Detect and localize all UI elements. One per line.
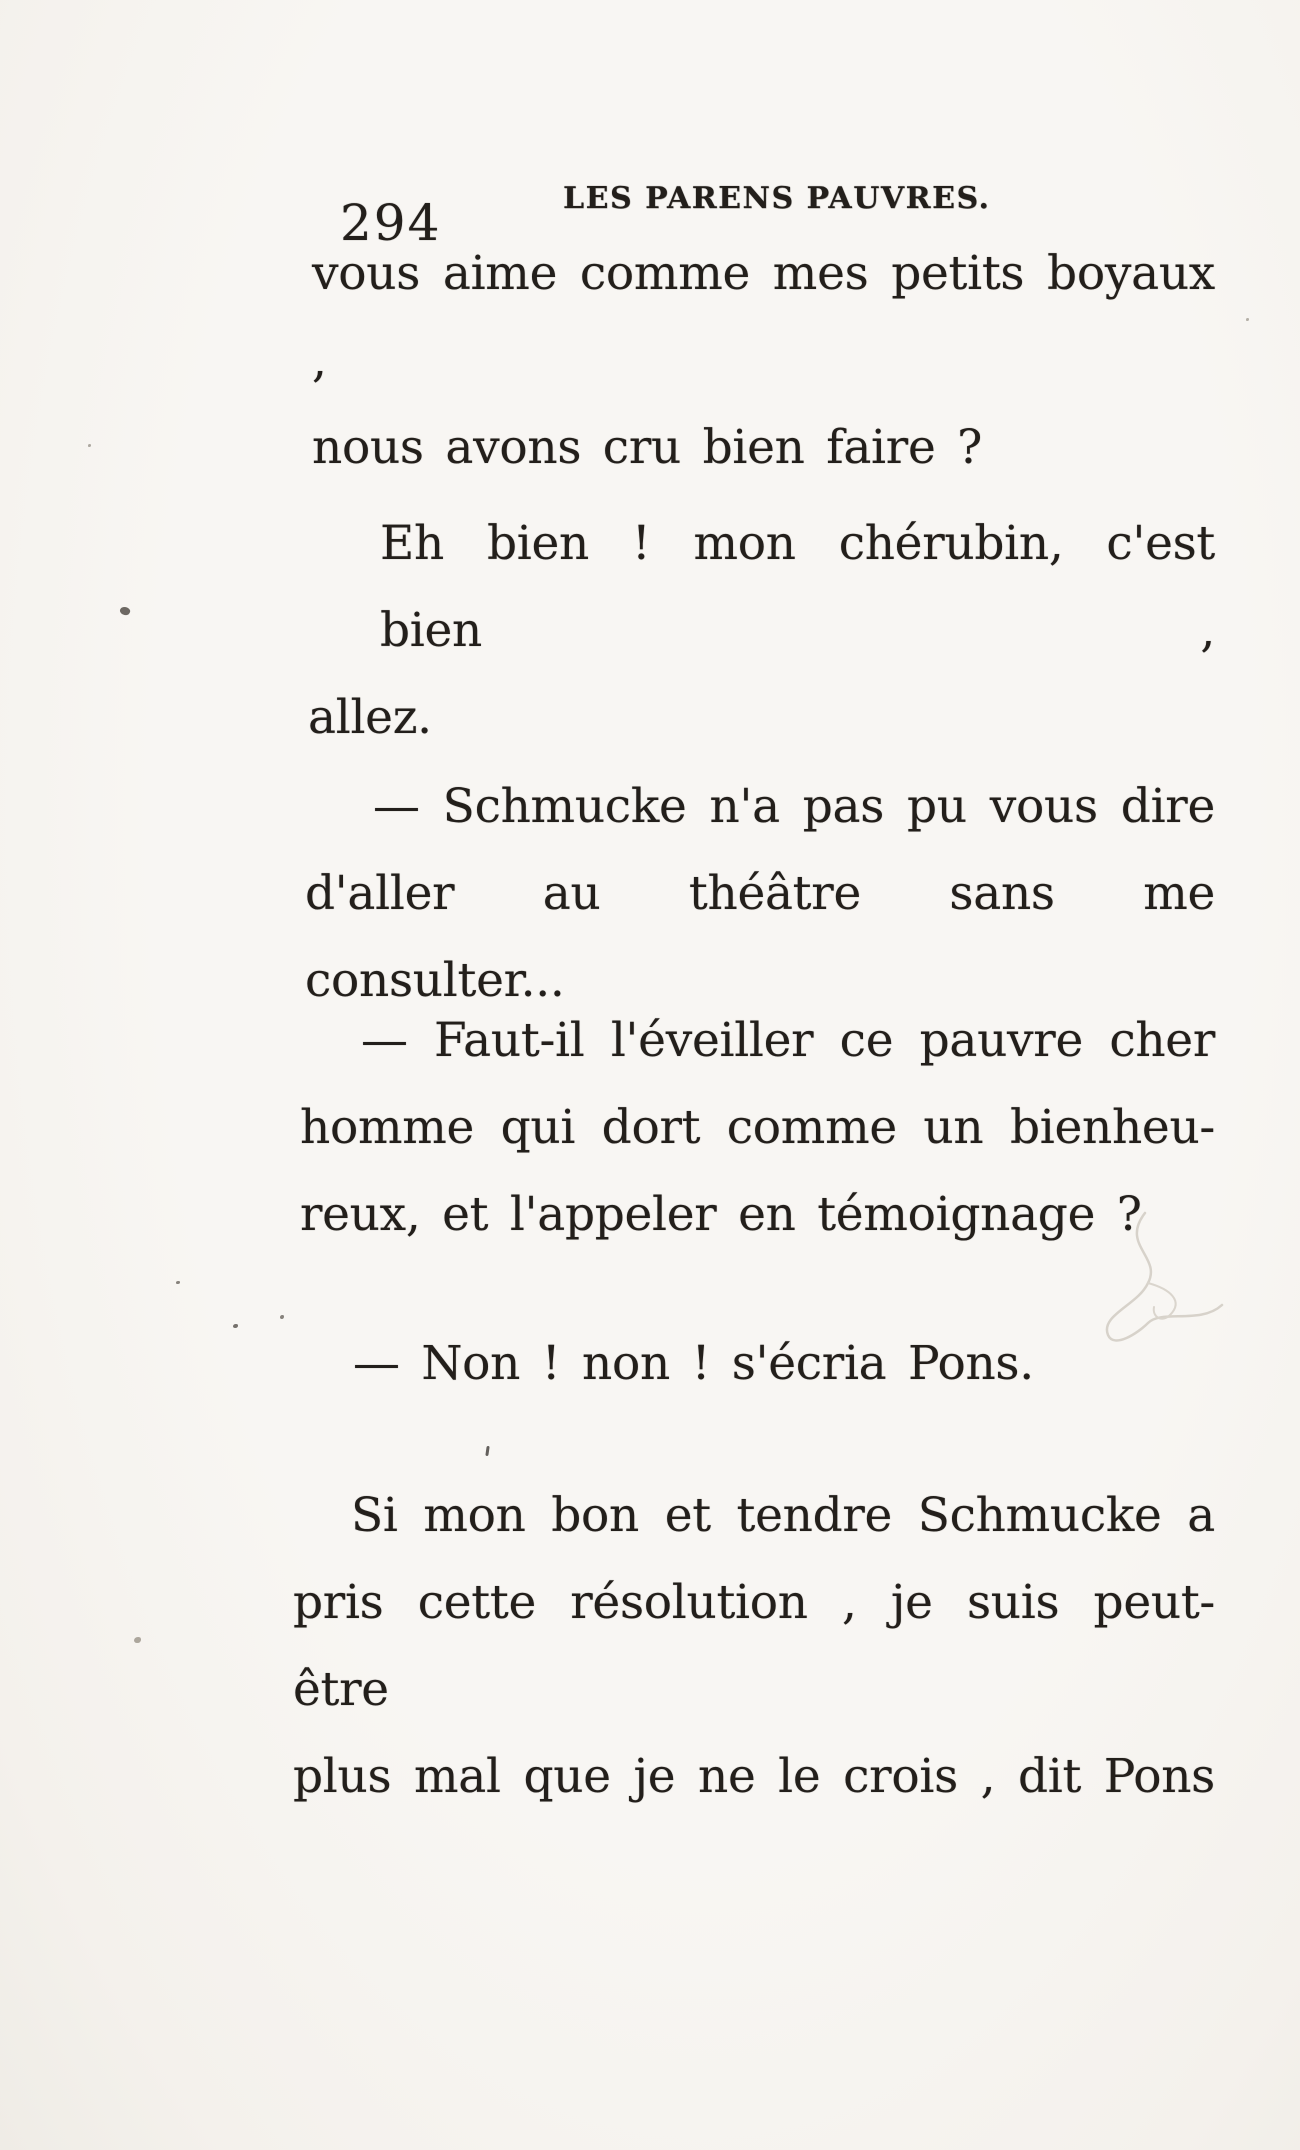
text-line: — Faut-il l'éveiller ce pauvre cher	[361, 1013, 1215, 1068]
scan-speck	[134, 1637, 141, 1643]
text-line: nous avons cru bien faire ?	[312, 420, 983, 475]
paragraph	[308, 500, 1215, 761]
scan-speck	[88, 444, 91, 447]
text-line: — Non ! non ! s'écria Pons.	[353, 1336, 1034, 1391]
running-title: LES PARENS PAUVRES.	[563, 181, 991, 216]
paragraph	[293, 1472, 1215, 1820]
scan-speck	[119, 605, 131, 616]
scan-speck	[176, 1281, 180, 1284]
text-line: Eh bien ! mon chérubin, c'est bien ,	[380, 516, 1215, 658]
text-line: vous aime comme mes petits boyaux ,	[312, 246, 1215, 388]
scan-speck	[233, 1324, 238, 1328]
page-number: 294	[340, 194, 442, 252]
paragraph	[305, 763, 1215, 1024]
text-line: Si mon bon et tendre Schmucke a	[351, 1488, 1215, 1543]
paragraph	[312, 230, 1215, 491]
scan-speck	[485, 1446, 489, 1456]
text-line: — Schmucke n'a pas pu vous dire	[373, 779, 1215, 834]
text-line: reux, et l'appeler en témoignage ?	[300, 1187, 1142, 1242]
text-line: plus mal que je ne le crois , dit Pons	[293, 1749, 1215, 1804]
text-line: pris cette résolution , je suis peut-être	[293, 1575, 1215, 1717]
text-line: allez.	[308, 690, 432, 745]
scan-speck	[1246, 318, 1249, 321]
hair-artifact	[1050, 1205, 1280, 1385]
scan-speck	[280, 1315, 284, 1319]
text-line: homme qui dort comme un bienheu-	[300, 1100, 1215, 1155]
text-line: d'aller au théâtre sans me consulter...	[305, 866, 1215, 1008]
